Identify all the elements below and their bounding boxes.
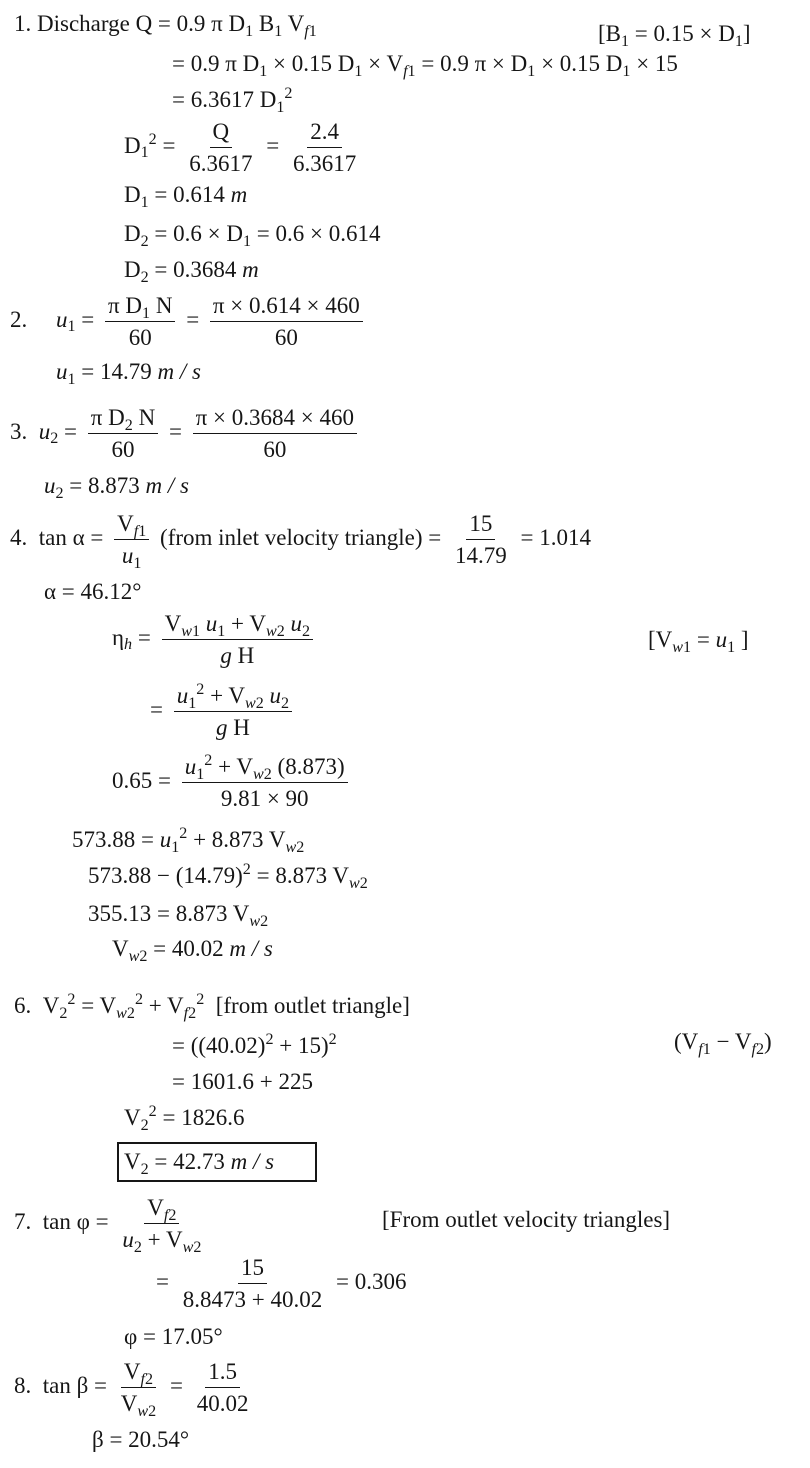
step-7-note: [From outlet velocity triangles] bbox=[382, 1207, 671, 1232]
step-6-v2-squared-value: $V_2^2 = 1826.6$ bbox=[124, 1103, 245, 1134]
step-6-v2-value: $V_2 = 42.73$ m / s bbox=[124, 1149, 275, 1178]
step-7-substitution: = $\frac{15}{8.8473 + 40.02}$ = 0.306 bbox=[156, 1255, 407, 1312]
step-8-tan-beta: 8. tan β = $\frac{V_{f2}}{V_{w2}}$ = $\frac{1.5}{40.02}$ bbox=[14, 1359, 249, 1420]
step-1-note-b1: $[B_1 = 0.15 \times D_1]$ bbox=[598, 21, 751, 50]
step-1-d1-squared: $D_1^2$ = $\frac{Q}{6.3617}$ = $\frac{2.4}{6.3617}$ bbox=[124, 119, 357, 176]
step-2-u1-expression: 2. $u_1$ = $\frac{\pi D_1 N}{60}$ = $\frac{\pi \times 0.614 \times 460}{60}$ bbox=[10, 294, 368, 349]
step-6-sum: = 1601.6 + 225 bbox=[172, 1069, 313, 1094]
step-7-tan-phi: 7. tan φ = $\frac{V_{f2}}{u_2 + V_{w2}}$ bbox=[14, 1195, 202, 1256]
step-4-alpha-value: α = 46.12° bbox=[44, 579, 142, 604]
step-4-equation-b: $573.88 - (14.79)^2 = 8.873$ $V_{w2}$ bbox=[88, 861, 368, 892]
step-4-vw2-value: $V_{w2} = 40.02$ m / s bbox=[112, 936, 273, 965]
step-6-note-vf: $(V_{f1} - V_{f2})$ bbox=[674, 1029, 772, 1058]
step-1-substitution: = 0.9 π $D_1 \times 0.15$ $D_1 \times V_{f1} = 0.9$ $\pi \times D_1 \times 0.15$ $D_1 \times 15$ bbox=[172, 51, 678, 80]
step-4-efficiency-numeric: 0.65 = $\frac{u_1^2 + V_{w2} (8.873)}{9.81 \times 90}$ bbox=[112, 755, 353, 810]
step-6-v2-squared: 6. $V_2^2 = V_{w2}^2 + V_{f2}^2$ [from outlet triangle] bbox=[14, 991, 410, 1022]
step-7-phi-value: φ = 17.05° bbox=[124, 1324, 223, 1349]
step-1-d1-value: $D_1 = 0.614$ m bbox=[124, 182, 248, 211]
step-3-u2-expression: 3. $u_2$ = $\frac{\pi D_2 N}{60}$ = $\frac{\pi \times 0.3684 \times 460}{60}$ bbox=[10, 406, 362, 461]
step-4-efficiency-substituted: = $\frac{u_1^2 + V_{w2} u_2}{\text{g H}}$ bbox=[150, 684, 297, 739]
step-2-u1-value: $u_1 = 14.79$ m / s bbox=[56, 359, 201, 388]
step-4-tan-alpha: 4. tan α = $\frac{V_{f1}}{u_1}$ (from inlet velocity triangle) = $\frac{15}{14.79}$ = 1.014 bbox=[10, 511, 591, 572]
step-4-hydraulic-efficiency: $\eta_h$ = $\frac{V_{w1} u_1 + V_{w2} u_2}{\text{g H}}$ bbox=[112, 612, 318, 667]
step-4-note-vw1: [$V_{w1} = u_1$ ] bbox=[648, 627, 749, 656]
step-4-equation-c: 355.13 = 8.873 $V_{w2}$ bbox=[88, 901, 269, 930]
step-4-equation-a: $573.88 = u_1^2 + 8.873$ $V_{w2}$ bbox=[72, 825, 305, 856]
step-8-beta-value: β = 20.54° bbox=[92, 1427, 190, 1452]
step-1-d2-value: $D_2 = 0.3684$ m bbox=[124, 257, 259, 286]
step-1-discharge-equation: 1. Discharge Q = 0.9 π $D_1$ $B_1$ $V_{f1}$ bbox=[14, 11, 317, 40]
step-3-u2-value: $u_2 = 8.873$ m / s bbox=[44, 473, 189, 502]
step-1-d2-expression: $D_2 = 0.6 \times D_1 = 0.6 \times 0.614$ bbox=[124, 221, 381, 250]
step-1-result: = 6.3617 $D_1^2$ bbox=[172, 85, 293, 116]
step-6-substitution: = $((40.02)^2 + 15)^2$ bbox=[172, 1031, 337, 1058]
